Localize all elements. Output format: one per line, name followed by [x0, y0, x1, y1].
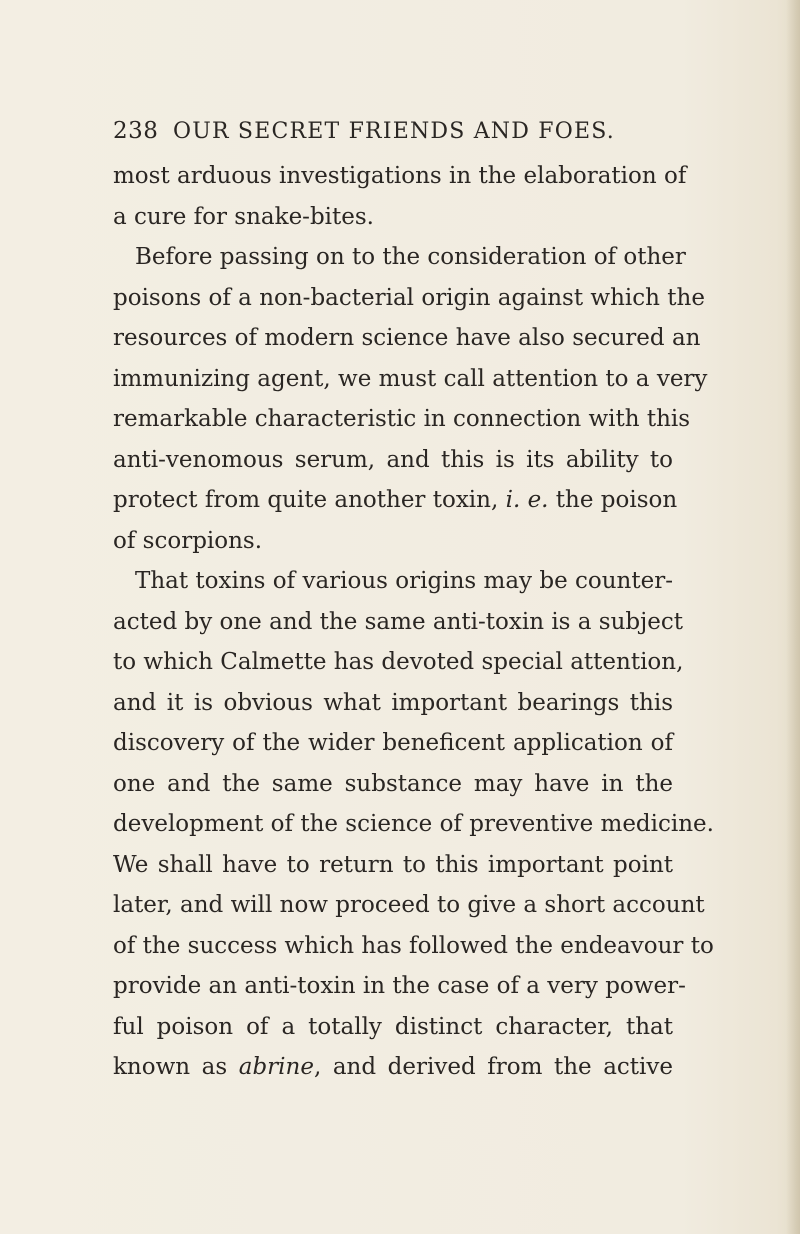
text-line: acted by one and the same anti-toxin is a subject — [113, 608, 684, 635]
text-line: and it is obvious what important bearings this — [113, 689, 673, 716]
text-line: to which Calmette has devoted special attention, — [113, 649, 684, 675]
text-line: of scorpions. — [113, 527, 263, 554]
text-run: , and derived from the active — [313, 1054, 673, 1080]
text-run: protect from quite another toxin, — [113, 487, 506, 513]
text-line — [113, 1047, 673, 1088]
text-line — [113, 480, 678, 521]
page-edge-shadow — [786, 0, 800, 1234]
text-line: one and the same substance may have in the — [113, 770, 673, 797]
running-head — [113, 118, 673, 150]
text-line: Before passing on to the consideration of other — [135, 244, 686, 270]
text-line: resources of modern science have also secured an — [113, 325, 701, 351]
text-line: ful poison of a totally distinct character, that — [113, 1013, 673, 1040]
running-title: OUR SECRET FRIENDS AND FOES. — [173, 119, 615, 144]
text-line: development of the science of preventive medicine. — [113, 811, 714, 837]
text-line: immunizing agent, we must call attention to a very — [113, 365, 708, 392]
italic-term: abrine — [238, 1054, 314, 1080]
text-line: We shall have to return to this important point — [113, 851, 673, 878]
text-line: a cure for snake-bites. — [113, 203, 374, 230]
text-line: anti-venomous serum, and this is its ability to — [113, 446, 673, 473]
text-line: poisons of a non-bacterial origin against which the — [113, 284, 705, 311]
text-line: discovery of the wider beneficent application of — [113, 730, 673, 756]
text-run: the poison — [548, 487, 678, 513]
text-line: That toxins of various origins may be counter- — [135, 568, 673, 594]
italic-abbreviation: i. e. — [505, 487, 549, 513]
text-run: known as — [113, 1054, 239, 1080]
text-line: most arduous investigations in the elaboration of — [113, 163, 687, 189]
page-number: 238 — [113, 118, 159, 144]
body-text — [113, 156, 714, 1088]
text-line: later, and will now proceed to give a short account — [113, 892, 705, 918]
text-line: provide an anti-toxin in the case of a very power- — [113, 973, 686, 999]
text-line: remarkable characteristic in connection with this — [113, 406, 691, 432]
text-line: of the success which has followed the endeavour to — [113, 932, 714, 959]
